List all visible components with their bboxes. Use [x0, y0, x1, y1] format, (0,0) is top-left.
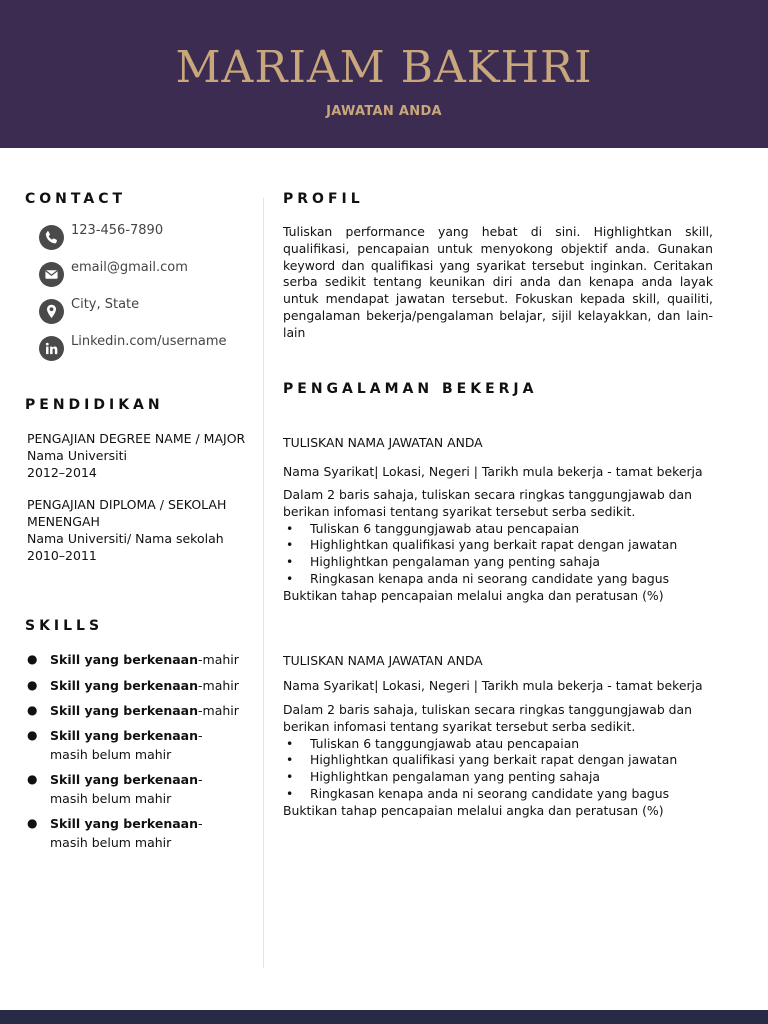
experience-company-line: Nama Syarikat| Lokasi, Negeri | Tarikh mula bekerja - tamat bekerja	[283, 464, 703, 479]
header-banner	[0, 0, 768, 148]
education-entry	[27, 430, 257, 481]
education-course: PENGAJIAN DEGREE NAME / MAJOR	[27, 431, 246, 446]
education-school: Nama Universiti/ Nama sekolah	[27, 531, 224, 546]
skill-level: -mahir	[198, 678, 239, 693]
bullet-icon: ●	[27, 816, 38, 830]
experience-intro: Dalam 2 baris sahaja, tuliskan secara ringkas tanggungjawab dan berikan infomasi tentang syarikat tersebut serba sedikit.	[283, 487, 692, 519]
skill-name: Skill yang berkenaan	[50, 816, 199, 831]
skill-name: Skill yang berkenaan	[50, 652, 199, 667]
linkedin-text[interactable]: Linkedin.com/username	[71, 334, 227, 349]
experience-description	[283, 702, 728, 820]
profile-text: Tuliskan performance yang hebat di sini. Highlightkan skill, qualifikasi, pencapaian untuk menyokong objektif anda. Gunakan keyword dan qualifikasi yang syarikat tersebut inginkan. Ceritakan serba sedikit tentang keunikan diri anda dan kenapa anda layak untuk mendapat jawatan tersebut. Fokuskan kepada skill, quailiti, pengalaman bekerja/pengalaman belajar, sijil kelayakkan, dan lain-lain	[283, 224, 713, 340]
education-years: 2010–2011	[27, 548, 97, 563]
experience-closing: Buktikan tahap pencapaian melalui angka dan peratusan (%)	[283, 587, 664, 603]
phone-text[interactable]: 123-456-7890	[71, 223, 164, 238]
list-item: • Highlightkan qualifikasi yang berkait rapat dengan jawatan	[283, 752, 728, 769]
list-item: • Highlightkan pengalaman yang penting sahaja	[283, 554, 728, 571]
column-divider	[263, 198, 264, 968]
bullet-icon: ●	[27, 678, 38, 692]
list-item: • Ringkasan kenapa anda ni seorang candidate yang bagus	[283, 786, 728, 803]
candidate-name: MARIAM BAKHRI	[175, 42, 593, 93]
experience-bullet-list	[283, 521, 728, 588]
phone-icon	[39, 225, 64, 250]
bullet-icon: ●	[27, 652, 38, 666]
skill-level: -masih belum mahir	[50, 816, 203, 850]
skill-name: Skill yang berkenaan	[50, 728, 199, 743]
list-item: • Tuliskan 6 tanggungjawab atau pencapaian	[283, 736, 728, 753]
skills-heading: SKILLS	[25, 618, 104, 634]
profile-heading: PROFIL	[283, 191, 364, 207]
skill-name: Skill yang berkenaan	[50, 703, 199, 718]
skill-level: -mahir	[198, 652, 239, 667]
skill-name: Skill yang berkenaan	[50, 678, 199, 693]
job-title: JAWATAN ANDA	[326, 104, 442, 119]
education-heading: PENDIDIKAN	[25, 397, 164, 413]
education-years: 2012–2014	[27, 465, 97, 480]
education-entry	[27, 496, 232, 564]
list-item: • Highlightkan pengalaman yang penting sahaja	[283, 769, 728, 786]
email-text[interactable]: email@gmail.com	[71, 260, 188, 275]
skill-name: Skill yang berkenaan	[50, 772, 199, 787]
experience-job-title: TULISKAN NAMA JAWATAN ANDA	[283, 653, 483, 668]
skill-level: -mahir	[198, 703, 239, 718]
email-icon	[39, 262, 64, 287]
linkedin-icon	[39, 336, 64, 361]
experience-company-line: Nama Syarikat| Lokasi, Negeri | Tarikh mula bekerja - tamat bekerja	[283, 678, 703, 693]
list-item: • Highlightkan qualifikasi yang berkait rapat dengan jawatan	[283, 537, 728, 554]
bullet-icon: ●	[27, 772, 38, 786]
bullet-icon: ●	[27, 703, 38, 717]
experience-closing: Buktikan tahap pencapaian melalui angka dan peratusan (%)	[283, 802, 664, 818]
education-school: Nama Universiti	[27, 448, 127, 463]
location-icon	[39, 299, 64, 324]
experience-description	[283, 487, 728, 605]
bullet-icon: ●	[27, 728, 38, 742]
location-text: City, State	[71, 297, 140, 312]
experience-intro: Dalam 2 baris sahaja, tuliskan secara ringkas tanggungjawab dan berikan infomasi tentang syarikat tersebut serba sedikit.	[283, 702, 692, 734]
contact-heading: CONTACT	[25, 191, 127, 207]
list-item: • Tuliskan 6 tanggungjawab atau pencapaian	[283, 521, 728, 538]
experience-bullet-list	[283, 736, 728, 803]
skill-level: -masih belum mahir	[50, 728, 203, 762]
list-item: • Ringkasan kenapa anda ni seorang candidate yang bagus	[283, 571, 728, 588]
experience-job-title: TULISKAN NAMA JAWATAN ANDA	[283, 435, 483, 450]
education-course: PENGAJIAN DIPLOMA / SEKOLAH MENENGAH	[27, 497, 227, 529]
footer-bar	[0, 1010, 768, 1024]
skill-level: -masih belum mahir	[50, 772, 203, 806]
experience-heading: PENGALAMAN BEKERJA	[283, 381, 538, 397]
